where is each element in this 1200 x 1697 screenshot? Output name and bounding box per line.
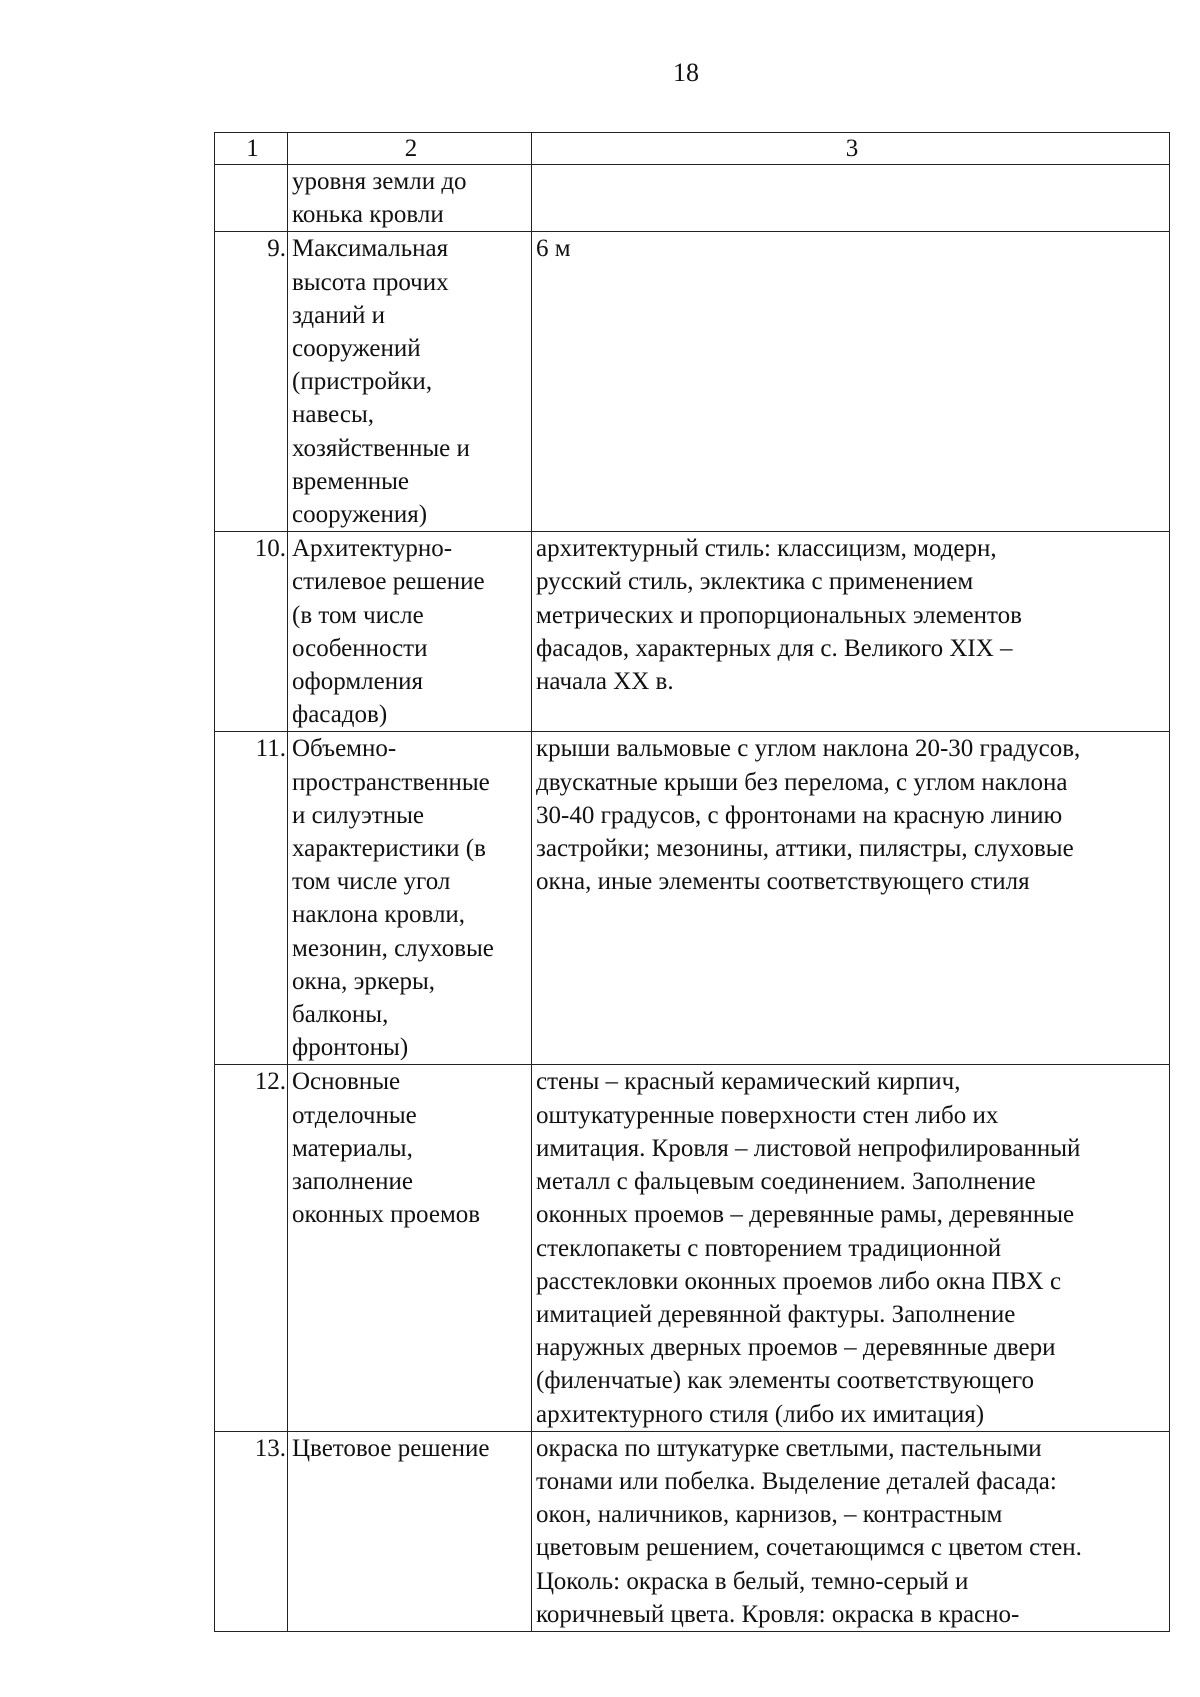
- table-row: [215, 732, 1170, 1065]
- table-row: [215, 165, 1170, 232]
- parameter-value: архитектурный стиль: классицизм, модерн, русский стиль, эклектика с применением метрических и пропорциональных элементов фасадов, характерных для с. Великого XIX – начала XX в.: [532, 532, 1170, 732]
- parameter-value: крыши вальмовые с углом наклона 20-30 градусов, двускатные крыши без перелома, с углом наклона 30-40 градусов, с фронтонами на красную линию застройки; мезонины, аттики, пилястры, слуховые окна, иные элементы соответствующего стиля: [532, 732, 1170, 1065]
- parameter-name: Основные отделочные материалы, заполнение оконных проемов: [288, 1065, 532, 1431]
- page-number: 18: [673, 58, 699, 87]
- table-header-row: [215, 133, 1170, 165]
- table-row: [215, 1065, 1170, 1431]
- column-header-1: 1: [215, 133, 288, 165]
- parameter-value: окраска по штукатурке светлыми, пастельными тонами или побелка. Выделение деталей фасада: окон, наличников, карнизов, – контрастным цветовым решением, сочетающимся с цветом стен. Цоколь: окраска в белый, темно-серый и коричневый цвета. Кровля: окраска в красно-: [532, 1431, 1170, 1631]
- table-row: [215, 232, 1170, 532]
- row-number: 13.: [215, 1431, 288, 1631]
- parameter-value: [532, 165, 1170, 232]
- parameter-name: уровня земли до конька кровли: [288, 165, 532, 232]
- parameter-value: 6 м: [532, 232, 1170, 532]
- parameter-value: стены – красный керамический кирпич, оштукатуренные поверхности стен либо их имитация. Кровля – листовой непрофилированный металл с фальцевым соединением. Заполнение оконных проемов – деревянные рамы, деревянные стеклопакеты с повторением традиционной расстекловки оконных проемов либо окна ПВХ с имитацией деревянной фактуры. Заполнение наружных дверных проемов – деревянные двери (филенчатые) как элементы соответствующего архитектурного стиля (либо их имитация): [532, 1065, 1170, 1431]
- row-number: 12.: [215, 1065, 288, 1431]
- column-header-3: 3: [532, 133, 1170, 165]
- parameter-name: Архитектурно- стилевое решение (в том числе особенности оформления фасадов): [288, 532, 532, 732]
- row-number: 11.: [215, 732, 288, 1065]
- row-number: 9.: [215, 232, 288, 532]
- parameter-name: Максимальная высота прочих зданий и сооружений (пристройки, навесы, хозяйственные и временные сооружения): [288, 232, 532, 532]
- table-row: [215, 532, 1170, 732]
- parameter-name: Цветовое решение: [288, 1431, 532, 1631]
- column-header-2: 2: [288, 133, 532, 165]
- table-row: [215, 1431, 1170, 1631]
- parameter-name: Объемно- пространственные и силуэтные характеристики (в том числе угол наклона кровли, мезонин, слуховые окна, эркеры, балконы, фронтоны): [288, 732, 532, 1065]
- regulations-table: [214, 132, 1170, 1632]
- row-number: [215, 165, 288, 232]
- row-number: 10.: [215, 532, 288, 732]
